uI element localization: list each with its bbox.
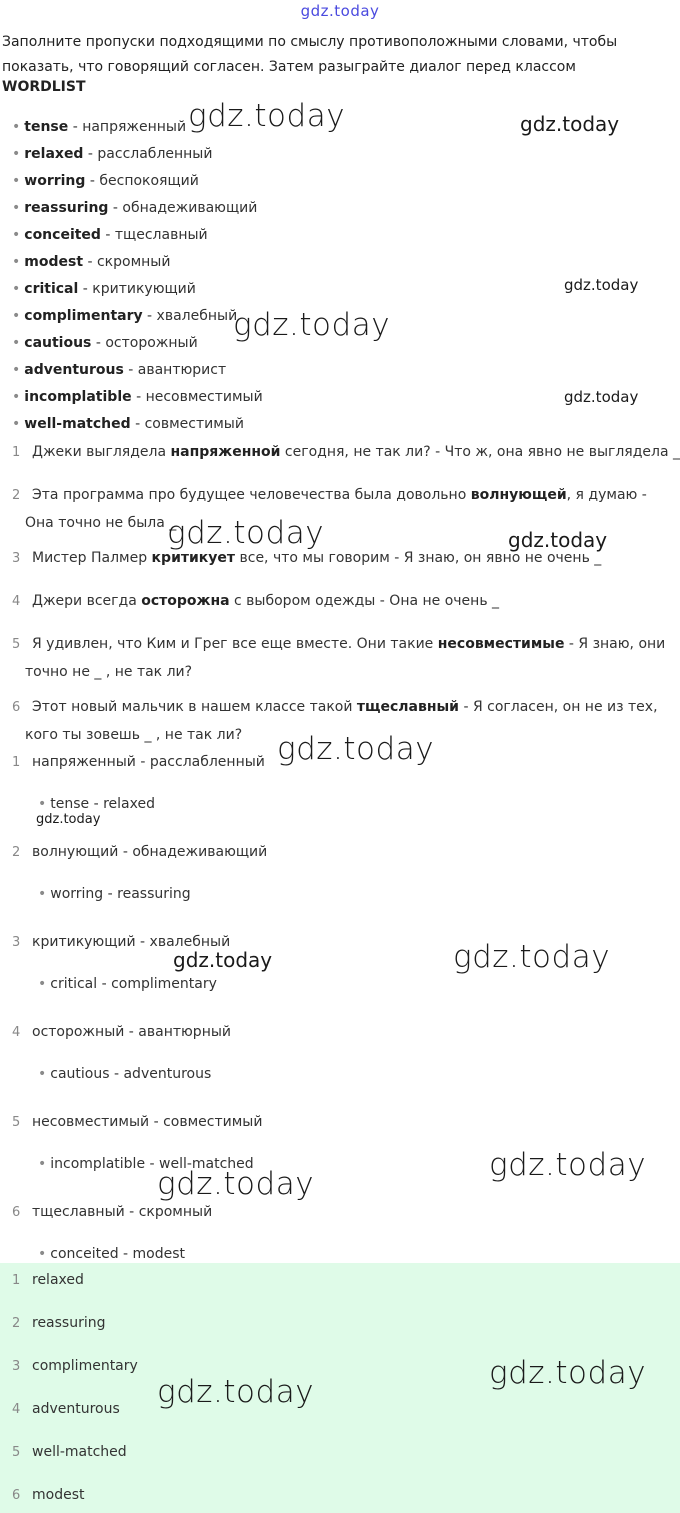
bullet-icon: • [12,389,21,405]
answer-number: 6 [12,1488,21,1503]
site-watermark: gdz.today [233,307,391,343]
task-number: 2 [12,488,21,503]
bullet-icon: • [12,173,21,189]
bullet-icon: • [12,119,21,135]
pair-russian: несовместимый - совместимый [32,1114,263,1130]
answers-panel [0,1263,680,1513]
pair-english: • critical - complimentary [38,976,217,992]
task-sentence-continuation: точно не _ , не так ли? [25,664,193,680]
pair-number: 2 [12,845,21,860]
task-sentence: Джери всегда осторожна с выбором одежды - Она не очень _ [32,593,500,609]
bullet-icon: • [38,886,47,902]
pair-number: 6 [12,1205,21,1220]
task-number: 5 [12,637,21,652]
site-watermark: gdz.today [173,948,273,972]
pair-english: • worring - reassuring [38,886,191,902]
task-number: 4 [12,594,21,609]
pair-english: • incomplatible - well-matched [38,1156,254,1172]
task-number: 6 [12,700,21,715]
site-watermark: gdz.today [167,515,325,551]
pair-number: 5 [12,1115,21,1130]
site-watermark: gdz.today [489,1355,647,1391]
wordlist-item: • incomplatible - несовместимый [12,389,263,405]
pair-number: 1 [12,755,21,770]
answer-word: reassuring [32,1315,106,1331]
wordlist-item: • worring - беспокоящий [12,173,199,189]
site-watermark: gdz.today [453,939,611,975]
pair-number: 4 [12,1025,21,1040]
wordlist-item: • complimentary - хвалебный [12,308,238,324]
wordlist-item: • adventurous - авантюрист [12,362,227,378]
pair-number: 3 [12,935,21,950]
task-number: 3 [12,551,21,566]
wordlist-item: • reassuring - обнадеживающий [12,200,258,216]
wordlist-item: • tense - напряженный [12,119,187,135]
task-sentence-continuation: кого ты зовешь _ , не так ли? [25,727,243,743]
task-sentence: Этот новый мальчик в нашем классе такой тщеславный - Я согласен, он не из тех, [32,699,658,715]
answer-number: 4 [12,1402,21,1417]
pair-english: • cautious - adventurous [38,1066,212,1082]
task-sentence: Эта программа про будущее человечества была довольно волнующей, я думаю - [32,487,647,503]
site-watermark: gdz.today [36,812,101,827]
pair-russian: тщеславный - скромный [32,1204,213,1220]
site-watermark: gdz.today [564,276,639,294]
answer-number: 5 [12,1445,21,1460]
bullet-icon: • [12,146,21,162]
site-watermark: gdz.today [520,112,620,136]
bullet-icon: • [38,1156,47,1172]
task-sentence: Джеки выглядела напряженной сегодня, не так ли? - Что ж, она явно не выглядела _ [32,444,680,460]
pair-russian: напряженный - расслабленный [32,754,265,770]
answer-word: complimentary [32,1358,138,1374]
pair-russian: осторожный - авантюрный [32,1024,232,1040]
bullet-icon: • [38,1246,47,1262]
site-watermark: gdz.today [277,731,435,767]
answer-word: relaxed [32,1272,84,1288]
wordlist-item: • critical - критикующий [12,281,196,297]
answer-number: 1 [12,1273,21,1288]
bullet-icon: • [12,227,21,243]
wordlist-item: • cautious - осторожный [12,335,198,351]
answer-word: modest [32,1487,85,1503]
site-watermark: gdz.today [489,1147,647,1183]
bullet-icon: • [12,335,21,351]
task-instructions: Заполните пропуски подходящими по смыслу противоположными словами, чтобы показать, что говорящий согласен. Затем разыграйте диалог перед классом [2,34,618,75]
site-watermark: gdz.today [157,1374,315,1410]
site-watermark: gdz.today [508,528,608,552]
pair-english: • conceited - modest [38,1246,186,1262]
bullet-icon: • [12,308,21,324]
bullet-icon: • [12,281,21,297]
site-watermark: gdz.today [157,1166,315,1202]
pair-english: • tense - relaxed [38,796,155,812]
bullet-icon: • [12,362,21,378]
wordlist-heading: WORDLIST [2,79,86,95]
pair-russian: волнующий - обнадеживающий [32,844,268,860]
bullet-icon: • [38,1066,47,1082]
wordlist-item: • relaxed - расслабленный [12,146,213,162]
bullet-icon: • [12,416,21,432]
bullet-icon: • [12,200,21,216]
answer-word: well-matched [32,1444,127,1460]
site-watermark: gdz.today [564,388,639,406]
answer-number: 3 [12,1359,21,1374]
task-sentence: Я удивлен, что Ким и Грег все еще вместе. Они такие несовместимые - Я знаю, они [32,636,666,652]
wordlist-item: • conceited - тщеславный [12,227,208,243]
bullet-icon: • [38,796,47,812]
site-watermark-header: gdz.today [300,2,380,20]
task-sentence-continuation: Она точно не была _ [25,515,177,531]
bullet-icon: • [38,976,47,992]
answer-number: 2 [12,1316,21,1331]
answer-word: adventurous [32,1401,120,1417]
task-sentence: Мистер Палмер критикует все, что мы говорим - Я знаю, он явно не очень _ [32,550,602,566]
wordlist-item: • well-matched - совместимый [12,416,244,432]
bullet-icon: • [12,254,21,270]
wordlist-item: • modest - скромный [12,254,171,270]
pair-russian: критикующий - хвалебный [32,934,231,950]
site-watermark: gdz.today [188,98,346,134]
task-number: 1 [12,445,21,460]
